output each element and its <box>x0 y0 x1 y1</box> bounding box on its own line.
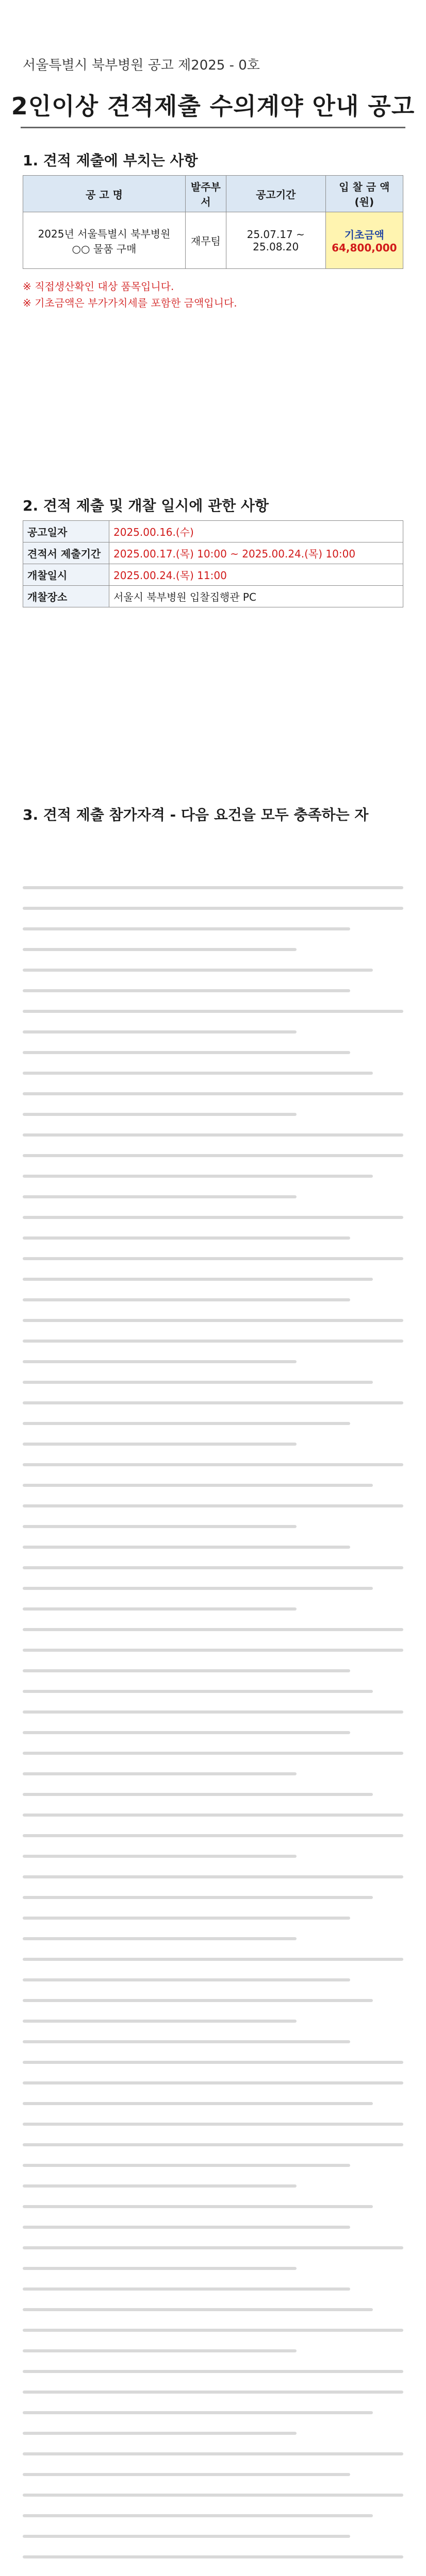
schedule-table <box>23 520 403 607</box>
section-1-heading: 1. 견적 제출에 부치는 사항 <box>23 152 198 169</box>
section-2-heading: 2. 견적 제출 및 개찰 일시에 관한 사항 <box>23 497 269 514</box>
header-dept: 발주부서 <box>185 176 226 212</box>
schedule-value: 서울시 북부병원 입찰집행관 PC <box>109 586 403 607</box>
header-amount: 입 찰 금 액(원) <box>325 176 403 212</box>
header-name: 공 고 명 <box>23 176 186 212</box>
item-table <box>23 175 403 269</box>
amount-label: 기초금액 <box>344 229 384 241</box>
schedule-key: 견적서 제출기간 <box>23 543 109 564</box>
amount-value: 64,800,000 <box>332 242 397 254</box>
cell-name: 2025년 서울특별시 북부병원 ○○ 물품 구매 <box>23 212 186 269</box>
notice-title: 2인이상 견적제출 수의계약 안내 공고 <box>11 92 415 120</box>
cell-amount <box>325 212 403 269</box>
header-period: 공고기간 <box>226 176 325 212</box>
schedule-key: 개찰장소 <box>23 586 109 607</box>
body-text-lines <box>23 886 403 2576</box>
schedule-value: 2025.00.16.(수) <box>109 521 403 543</box>
cell-period: 25.07.17 ~ 25.08.20 <box>226 212 325 269</box>
schedule-value: 2025.00.17.(목) 10:00 ~ 2025.00.24.(목) 10:00 <box>109 543 403 564</box>
note-1: ※ 직접생산확인 대상 품목입니다. <box>23 280 174 293</box>
notice-number: 서울특별시 북부병원 공고 제2025 - 0호 <box>23 58 260 73</box>
cell-dept: 재무팀 <box>185 212 226 269</box>
note-2: ※ 기초금액은 부가가치세를 포함한 금액입니다. <box>23 297 237 309</box>
section-3-heading: 3. 견적 제출 참가자격 - 다음 요건을 모두 충족하는 자 <box>23 806 369 823</box>
schedule-value: 2025.00.24.(목) 11:00 <box>109 564 403 586</box>
title-divider <box>21 127 405 128</box>
schedule-key: 공고일자 <box>23 521 109 543</box>
schedule-key: 개찰일시 <box>23 564 109 586</box>
